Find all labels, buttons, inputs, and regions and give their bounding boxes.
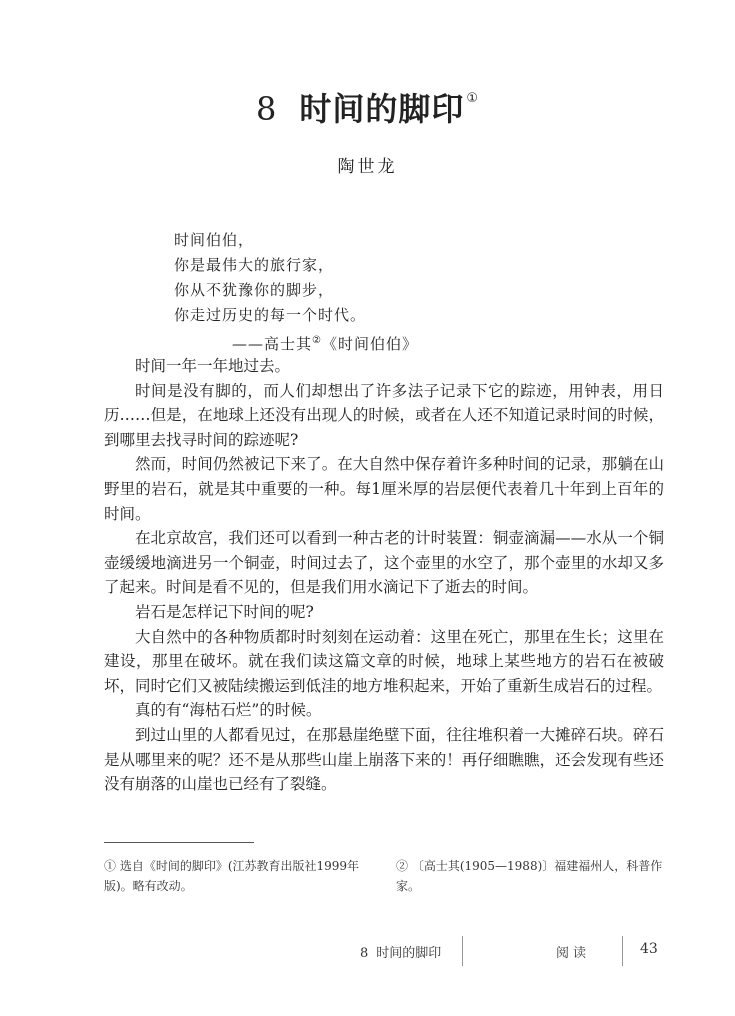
footer-section-label: 阅读 (556, 946, 591, 961)
paragraph: 时间是没有脚的，而人们却想出了许多法子记录下它的踪迹，用钟表，用日历……但是，在地球上还没有出现人的时候，或者在人还不知道记录时间的时候，到哪里去找寻时间的踪迹呢? (104, 381, 664, 449)
lesson-title (0, 84, 735, 130)
lesson-number: 8 (255, 90, 278, 128)
footnote-1: ① 选自《时间的脚印》(江苏教育出版社1999年版)。略有改动。 (104, 859, 360, 893)
paragraph: 大自然中的各种物质都时时刻刻在运动着：这里在死亡，那里在生长；这里在建设，那里在破坏。就在我们读这篇文章的时候，地球上某些地方的岩石在被破坏，同时它们又被陆续搬运到低洼的地方堆积起来，开始了重新生成岩石的过程。 (104, 627, 664, 695)
paragraph: 然而，时间仍然被记下来了。在大自然中保存着许多种时间的记录，那躺在山野里的岩石，就是其中重要的一种。每1厘米厚的岩层便代表着几十年到上百年的时间。 (104, 455, 664, 523)
footer-chapter-title: 时间的脚印 (376, 946, 442, 961)
footnote-2: ② 〔高士其(1905—1988)〕福建福州人，科普作家。 (396, 859, 663, 893)
poem-attribution (174, 328, 474, 357)
poem-line: 时间伯伯， (174, 231, 255, 249)
epigraph-poem (174, 228, 474, 357)
footnote-divider (104, 842, 254, 843)
article-body (104, 354, 664, 797)
footer-chapter-number: 8 (360, 946, 369, 961)
poem-line: 你是最伟大的旅行家， (174, 256, 335, 274)
footer-divider (622, 936, 623, 966)
paragraph: 在北京故宫，我们还可以看到一种古老的计时装置：铜壶滴漏——水从一个铜壶缓缓地滴进另一个铜壶，时间过去了，这个壶里的水空了，那个壶里的水却又多了起来。时间是看不见的，但是我们用水滴记下了逝去的时间。 (104, 529, 664, 597)
poem-line: 你从不犹豫你的脚步， (174, 281, 335, 299)
paragraph: 到过山里的人都看见过，在那悬崖绝壁下面，往往堆积着一大摊碎石块。碎石是从哪里来的呢？还不是从那些山崖上崩落下来的！再仔细瞧瞧，还会发现有些还没有崩落的山崖也已经有了裂缝。 (104, 725, 664, 794)
paragraph: 岩石是怎样记下时间的呢? (135, 602, 314, 621)
attribution-author: ——高士其 (232, 335, 313, 353)
footer-divider (462, 936, 463, 966)
page-number: 43 (640, 941, 658, 957)
running-footer-title (360, 942, 441, 961)
paragraph: 时间一年一年地过去。 (135, 357, 291, 375)
lesson-title-text: 时间的脚印 (299, 90, 465, 128)
attribution-footnote-mark: ② (312, 335, 322, 346)
poem-line: 你走过历史的每一个时代。 (174, 306, 367, 324)
paragraph: 真的有“海枯石烂”的时候。 (135, 701, 322, 720)
author-name: 陶世龙 (337, 157, 398, 177)
attribution-work: 《时间伯伯》 (321, 335, 418, 353)
title-footnote-mark: ① (466, 91, 480, 106)
